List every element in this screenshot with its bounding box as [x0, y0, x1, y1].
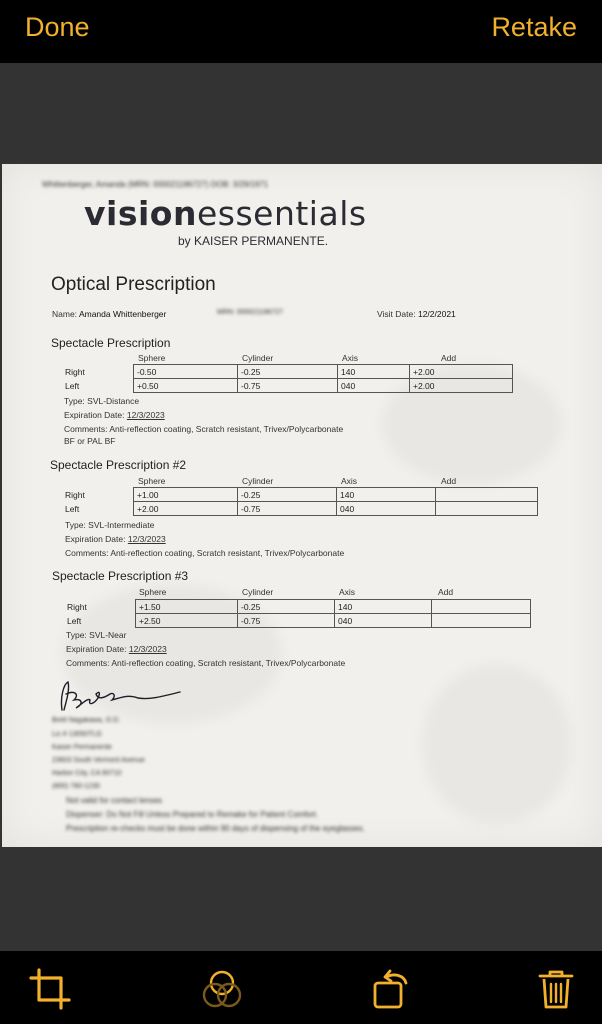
prescription-2-comments: Comments: Anti-reflection coating, Scratch resistant, Trivex/Polycarbonate [65, 548, 345, 558]
visit-date: 12/2/2021 [417, 309, 456, 319]
table-row [62, 502, 538, 516]
right-axis: 140 [338, 365, 410, 379]
scanned-document [2, 164, 602, 847]
row-label-left: Left [65, 380, 80, 391]
visit-date-row [377, 309, 456, 319]
signature-name: Brett Nagakawa, O.D. [52, 717, 121, 724]
left-sphere: +2.50 [136, 614, 238, 628]
left-axis: 040 [335, 614, 432, 628]
row-label-left: Left [65, 503, 80, 514]
row-label-left: Left [67, 615, 82, 626]
patient-mrn: MRN: 000021186727 [217, 309, 284, 316]
footer-line: 23603 South Vermont Avenue [52, 757, 145, 764]
row-label-right: Right [67, 601, 87, 612]
right-cylinder: -0.25 [238, 600, 335, 614]
header-add: Add [441, 353, 457, 363]
left-sphere: +0.50 [134, 379, 238, 393]
right-cylinder: -0.25 [238, 365, 338, 379]
prescription-3-comments: Comments: Anti-reflection coating, Scratch resistant, Trivex/Polycarbonate [66, 658, 346, 668]
bottom-toolbar [0, 951, 602, 1024]
retake-button[interactable]: Retake [491, 12, 577, 42]
right-sphere: +1.50 [136, 600, 238, 614]
visit-date-label: Visit Date: [377, 309, 416, 319]
prescription-1-table [62, 364, 513, 393]
header-cylinder: Cylinder [242, 587, 274, 597]
filter-icon[interactable] [200, 967, 244, 1011]
footer-line: Harbor City, CA 90710 [52, 770, 122, 777]
footer-line: Not valid for contact lenses [66, 796, 163, 805]
header-add: Add [441, 476, 457, 486]
prescription-1-extra: BF or PAL BF [64, 436, 116, 446]
trash-icon[interactable] [534, 967, 578, 1011]
left-axis: 040 [338, 379, 410, 393]
header-axis: Axis [339, 587, 356, 597]
header-sphere: Sphere [139, 587, 167, 597]
table-row [64, 614, 531, 628]
left-cylinder: -0.75 [238, 502, 337, 516]
prescription-3-table [64, 599, 531, 628]
footer-line: Prescription re-checks must be done within 90 days of dispensing of the eyeglasses. [66, 824, 365, 833]
prescription-3-title: Spectacle Prescription #3 [52, 569, 189, 583]
right-sphere: -0.50 [134, 365, 238, 379]
right-sphere: +1.00 [134, 488, 238, 502]
patient-name: Amanda Whittenberger [78, 309, 167, 319]
prescription-2-expiration: Expiration Date: 12/3/2023 [65, 534, 166, 544]
prescription-1-expiration: Expiration Date: 12/3/2023 [64, 410, 165, 420]
header-cylinder: Cylinder [242, 353, 274, 363]
header-axis: Axis [342, 353, 359, 363]
prescription-2-type: Type: SVL-Intermediate [65, 520, 155, 530]
left-add: +2.00 [410, 379, 513, 393]
left-add [436, 502, 538, 516]
header-add: Add [438, 587, 454, 597]
footer-line: Dispenser: Do Not Fill Unless Prepared to Remake for Patient Comfort. [66, 810, 319, 819]
footer-line: Kaiser Permanente [52, 744, 112, 751]
name-label: Name: [52, 309, 78, 319]
rotate-icon[interactable] [370, 967, 414, 1011]
left-cylinder: -0.75 [238, 379, 338, 393]
logo-subtitle: by KAISER PERMANENTE. [178, 234, 329, 248]
vision-essentials-logo: visionessentials [84, 194, 367, 233]
table-row [62, 365, 513, 379]
prescription-2-table [62, 487, 538, 516]
table-row [62, 379, 513, 393]
left-add [432, 614, 531, 628]
left-axis: 040 [337, 502, 436, 516]
right-add [436, 488, 538, 502]
right-axis: 140 [337, 488, 436, 502]
prescription-2-title: Spectacle Prescription #2 [50, 458, 187, 472]
table-row [62, 488, 538, 502]
right-axis: 140 [335, 600, 432, 614]
footer-line: Lic # 13050TLG [52, 731, 102, 738]
header-sphere: Sphere [138, 476, 166, 486]
top-toolbar [0, 0, 602, 63]
document-header: Whittenberger, Amanda (MRN: 000021186727) DOB: 3/29/1971 [42, 180, 269, 189]
right-add [432, 600, 531, 614]
header-axis: Axis [341, 476, 358, 486]
signature [54, 676, 184, 716]
right-cylinder: -0.25 [238, 488, 337, 502]
left-cylinder: -0.75 [238, 614, 335, 628]
patient-name-row [52, 309, 166, 319]
prescription-1-comments: Comments: Anti-reflection coating, Scratch resistant, Trivex/Polycarbonate [64, 424, 344, 434]
page-title: Optical Prescription [51, 274, 216, 295]
header-cylinder: Cylinder [242, 476, 274, 486]
header-sphere: Sphere [138, 353, 166, 363]
prescription-1-title: Spectacle Prescription [51, 336, 171, 350]
prescription-3-type: Type: SVL-Near [66, 630, 127, 640]
done-button[interactable]: Done [25, 12, 90, 42]
table-row [64, 600, 531, 614]
left-sphere: +2.00 [134, 502, 238, 516]
row-label-right: Right [65, 489, 85, 500]
footer-line: (800) 780-1230 [52, 783, 100, 790]
row-label-right: Right [65, 366, 85, 377]
prescription-3-expiration: Expiration Date: 12/3/2023 [66, 644, 167, 654]
right-add: +2.00 [410, 365, 513, 379]
crop-icon[interactable] [28, 967, 72, 1011]
prescription-1-type: Type: SVL-Distance [64, 396, 140, 406]
